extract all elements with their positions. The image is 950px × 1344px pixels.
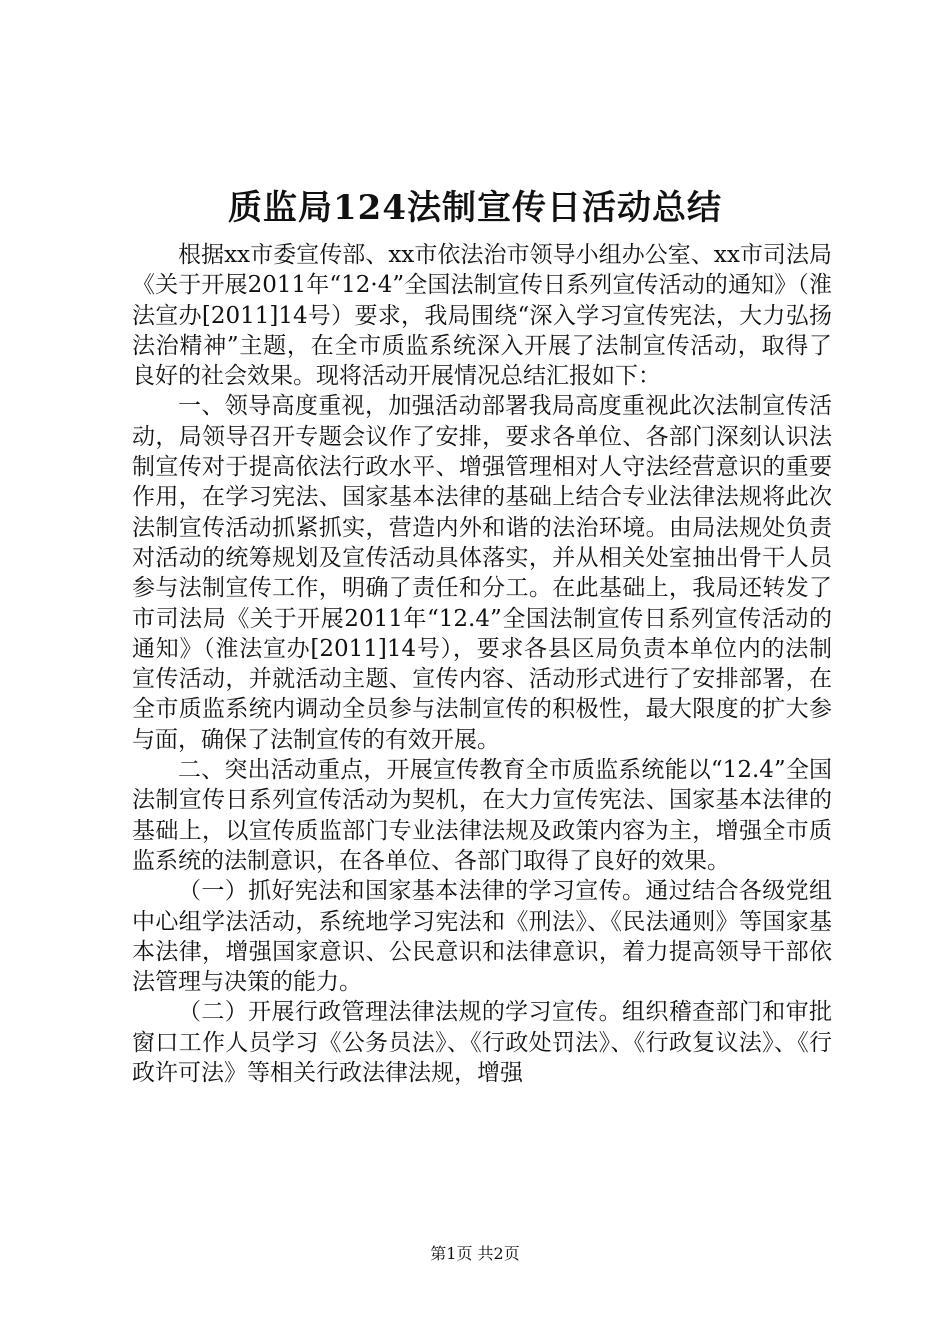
paragraph-subsection-1: （一）抓好宪法和国家基本法律的学习宣传。通过结合各级党组中心组学法活动，系统地学习宪法和《刑法》、《民法通则》等国家基本法律，增强国家意识、公民意识和法律意识，着力提高领导干部依法管理与决策的能力。 <box>132 878 832 996</box>
document-title: 质监局124法制宣传日活动总结 <box>228 188 722 228</box>
paragraph-intro: 根据xx市委宣传部、xx市依法治市领导小组办公室、xx市司法局《关于开展2011年“12·4”全国法制宣传日系列宣传活动的通知》（淮法宣办[2011]14号）要求，我局围绕“深入学习宣传宪法，大力弘扬法治精神”主题，在全市质监系统深入开展了法制宣传活动，取得了良好的社会效果。现将活动开展情况总结汇报如下： <box>132 242 832 390</box>
page-number-footer: 第1页 共2页 <box>430 1244 520 1263</box>
paragraph-section-1: 一、领导高度重视，加强活动部署我局高度重视此次法制宣传活动，局领导召开专题会议作了安排，要求各单位、各部门深刻认识法制宣传对于提高依法行政水平、增强管理相对人守法经营意识的重要作用，在学习宪法、国家基本法律的基础上结合专业法律法规将此次法制宣传活动抓紧抓实，营造内外和谐的法治环境。由局法规处负责对活动的统筹规划及宣传活动具体落实，并从相关处室抽出骨干人员参与法制宣传工作，明确了责任和分工。在此基础上，我局还转发了市司法局《关于开展2011年“12.4”全国法制宣传日系列宣传活动的通知》（淮法宣办[2011]14号），要求各县区局负责本单位内的法制宣传活动，并就活动主题、宣传内容、活动形式进行了安排部署，在全市质监系统内调动全员参与法制宣传的积极性，最大限度的扩大参与面，确保了法制宣传的有效开展。 <box>132 393 832 753</box>
document-body <box>132 240 832 1088</box>
paragraph-subsection-2: （二）开展行政管理法律法规的学习宣传。组织稽查部门和审批窗口工作人员学习《公务员法》、《行政处罚法》、《行政复议法》、《行政许可法》等相关行政法律法规，增强 <box>132 999 832 1087</box>
paragraph-section-2: 二、突出活动重点，开展宣传教育全市质监系统能以“12.4”全国法制宣传日系列宣传活动为契机，在大力宣传宪法、国家基本法律的基础上，以宣传质监部门专业法律法规及政策内容为主，增强全市质监系统的法制意识，在各单位、各部门取得了良好的效果。 <box>132 757 832 874</box>
